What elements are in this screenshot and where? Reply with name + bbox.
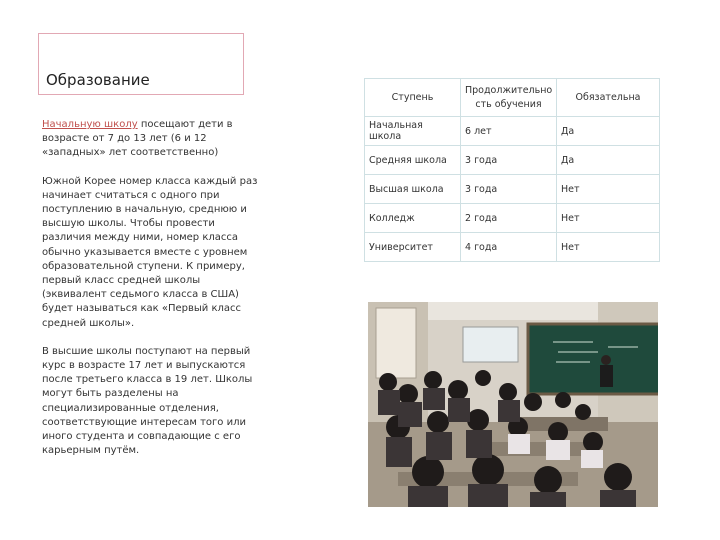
cell-duration: 3 года — [461, 146, 557, 175]
cell-level: Университет — [365, 233, 461, 262]
cell-level: Высшая школа — [365, 175, 461, 204]
table-row — [365, 175, 660, 204]
header-level: Ступень — [365, 79, 461, 117]
table-row — [365, 117, 660, 146]
intro-rest: посещают дети в возрасте от 7 до 13 лет (6 и 12 «западных» лет соответственно) — [42, 119, 233, 159]
cell-level: Начальная школа — [365, 117, 461, 146]
cell-duration: 6 лет — [461, 117, 557, 146]
cell-duration: 4 года — [461, 233, 557, 262]
intro-paragraph — [42, 118, 267, 161]
classroom-photo — [368, 302, 658, 507]
high-school-paragraph: В высшие школы поступают на первый курс в возрасте 17 лет и выпускаются после третьего класса в 19 лет. Школы могут быть разделены на специализированные отделения, соответствующие интересам того или иного студента и совпадающие с его карьерным путём. — [42, 345, 253, 457]
cell-mandatory: Да — [557, 117, 660, 146]
table-row — [365, 146, 660, 175]
table-row — [365, 233, 660, 262]
body-text — [42, 118, 267, 472]
cell-mandatory: Нет — [557, 204, 660, 233]
class-numbering-paragraph: Южной Корее номер класса каждый раз начинает считаться с одного при поступлению в начальную, среднюю и высшую школы. Чтобы провести различия между ними, номер класса обычно указывается вместе с уровнем образовательной ступени. К примеру, первый класс средней школы (эквивалент седьмого класса в США) будет называться как «Первый класс средней школы». — [42, 175, 258, 329]
cell-duration: 3 года — [461, 175, 557, 204]
table-row — [365, 204, 660, 233]
header-mandatory: Обязательна — [557, 79, 660, 117]
page-title: Образование — [46, 71, 150, 89]
cell-level: Колледж — [365, 204, 461, 233]
cell-mandatory: Нет — [557, 233, 660, 262]
cell-mandatory: Нет — [557, 175, 660, 204]
education-table — [364, 78, 660, 262]
header-duration: Продолжительно сть обучения — [461, 79, 557, 117]
cell-level: Средняя школа — [365, 146, 461, 175]
cell-mandatory: Да — [557, 146, 660, 175]
table-header-row — [365, 79, 660, 117]
classroom-illustration — [368, 302, 658, 507]
primary-school-link[interactable]: Начальную школу — [42, 119, 138, 130]
cell-duration: 2 года — [461, 204, 557, 233]
